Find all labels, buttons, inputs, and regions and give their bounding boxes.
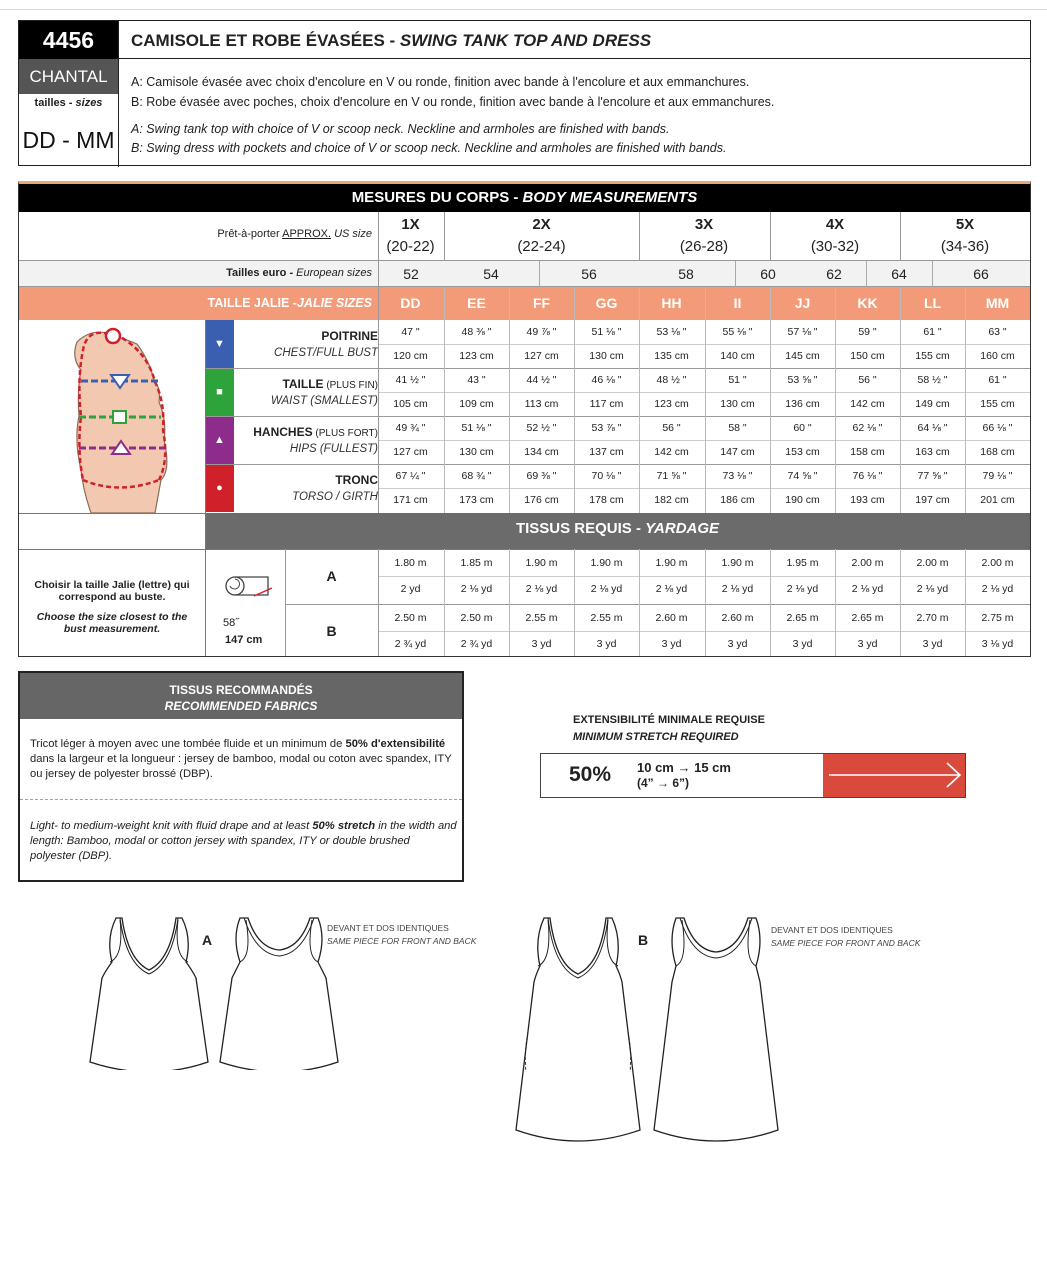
minimum-stretch-block (540, 712, 970, 802)
euro-size: 54 (483, 266, 499, 282)
measurement-inches: 53 ⅞ " (591, 422, 622, 434)
yardage-meters: 2.50 m (460, 612, 493, 624)
yardage-meters: 1.95 m (786, 557, 819, 569)
measurement-inches: 46 ⅛ " (591, 374, 622, 386)
euro-label: Tailles euro - European sizes (226, 267, 372, 279)
measurement-cm: 135 cm (654, 350, 689, 362)
pattern-title: CAMISOLE ET ROBE ÉVASÉES - SWING TANK TOP AND DRESS (119, 21, 1030, 59)
yardage-meters: 1.85 m (460, 557, 493, 569)
yardage-yards: 2 ⅛ yd (981, 583, 1014, 595)
us-size-range: (20-22) (386, 238, 435, 255)
yardage-yards: 2 ⅛ yd (786, 583, 819, 595)
measurement-inches: 51 ⅛ " (461, 422, 492, 434)
measurement-inches: 55 ⅛ " (722, 326, 753, 338)
yardage-meters: 2.75 m (981, 612, 1014, 624)
euro-size: 60 (760, 266, 776, 282)
measurement-symbol-icon: ▲ (205, 416, 234, 464)
measurement-inches: 70 ⅛ " (591, 470, 622, 482)
measurement-inches: 58 " (728, 422, 747, 434)
measurement-cm: 123 cm (459, 350, 494, 362)
measurement-inches: 51 ⅛ " (591, 326, 622, 338)
yardage-yards: 2 ⅛ yd (851, 583, 884, 595)
yardage-note-fr: Choisir la taille Jalie (lettre) qui correspond au buste. (34, 579, 190, 603)
measurement-cm: 113 cm (524, 398, 559, 410)
measurement-inches: 57 ⅛ " (787, 326, 818, 338)
measurement-inches: 60 " (793, 422, 812, 434)
yardage-yards: 3 ⅛ yd (981, 638, 1014, 650)
measurement-symbol-icon: ■ (205, 368, 234, 416)
fabrics-text-fr: Tricot léger à moyen avec une tombée fluide et un minimum de 50% d'extensibilité dans la largeur et la longueur : jersey de bamboo, modal ou coton avec spandex, ITY ou jersey de polyester brossé (DBP). (30, 738, 452, 780)
measurement-label-en: TORSO / GIRTH (292, 491, 378, 503)
recommended-fabrics-box (18, 671, 464, 882)
measurement-cm: 193 cm (850, 494, 885, 506)
euro-size: 56 (581, 266, 597, 282)
stretch-gauge (540, 753, 966, 798)
measurement-inches: 61 " (923, 326, 942, 338)
measurement-cm: 153 cm (785, 446, 820, 458)
yardage-title: TISSUS REQUIS - YARDAGE (515, 520, 720, 537)
measurement-inches: 73 ⅛ " (722, 470, 753, 482)
measurement-cm: 171 cm (393, 494, 428, 506)
tank-top-front-drawing (88, 912, 213, 1070)
yardage-yards: 2 ⅛ yd (590, 583, 623, 595)
yardage-meters: 2.00 m (916, 557, 949, 569)
measurement-cm: 150 cm (850, 350, 885, 362)
measurement-inches: 76 ⅛ " (852, 470, 883, 482)
jalie-size: MM (985, 295, 1010, 311)
yardage-meters: 1.90 m (721, 557, 754, 569)
measurement-cm: 130 cm (589, 350, 624, 362)
measurement-cm: 134 cm (524, 446, 559, 458)
jalie-size: HH (661, 295, 682, 311)
measurement-inches: 43 " (467, 374, 486, 386)
yardage-yards: 2 ¾ yd (394, 638, 427, 650)
yardage-yards: 2 ⅛ yd (525, 583, 558, 595)
measurement-cm: 186 cm (720, 494, 755, 506)
euro-size: 58 (678, 266, 694, 282)
measurement-inches: 61 " (988, 374, 1007, 386)
yardage-yards: 3 yd (661, 638, 682, 650)
yardage-meters: 2.70 m (916, 612, 949, 624)
measurement-cm: 155 cm (915, 350, 950, 362)
measurement-inches: 66 ⅛ " (982, 422, 1013, 434)
measurement-cm: 140 cm (720, 350, 755, 362)
us-size-range: (22-24) (517, 238, 566, 255)
jalie-size: EE (467, 295, 486, 311)
view-b-label: B (638, 932, 649, 948)
body-figure-illustration (19, 320, 205, 513)
measurement-inches: 49 ¾ " (395, 422, 426, 434)
yardage-yards: 3 yd (531, 638, 552, 650)
measurement-inches: 59 " (858, 326, 877, 338)
measurement-inches: 53 ⅛ " (656, 326, 687, 338)
stretch-arrow-bar (823, 754, 965, 797)
measurement-inches: 58 ½ " (917, 374, 948, 386)
measurement-cm: 142 cm (654, 446, 689, 458)
stretch-percent: 50% (569, 763, 612, 786)
measurement-inches: 56 " (858, 374, 877, 386)
us-size: 3X (694, 216, 714, 233)
us-size: 2X (532, 216, 551, 233)
yardage-meters: 2.50 m (394, 612, 427, 624)
view-a-note: DEVANT ET DOS IDENTIQUES SAME PIECE FOR FRONT AND BACK (327, 923, 477, 946)
measurement-cm: 197 cm (915, 494, 950, 506)
jalie-size: FF (532, 295, 551, 311)
euro-size: 64 (891, 266, 907, 282)
yardage-yards: 2 yd (400, 583, 421, 595)
jalie-size: JJ (794, 295, 811, 311)
description-en-b: B: Swing dress with pockets and choice of V or scoop neck. Neckline and armholes are finished with bands. (131, 141, 727, 155)
body-measurements-table (18, 181, 1031, 657)
measurement-cm: 158 cm (850, 446, 885, 458)
euro-size: 62 (826, 266, 842, 282)
yardage-yards: 3 yd (596, 638, 617, 650)
measurement-inches: 49 ⅞ " (526, 326, 557, 338)
recommended-fabrics-title: TISSUS RECOMMANDÉS RECOMMENDED FABRICS (20, 673, 462, 719)
jalie-label: TAILLE JALIE -JALIE SIZES (207, 296, 372, 310)
measurement-cm: 123 cm (654, 398, 689, 410)
measurement-inches: 47 " (401, 326, 420, 338)
yardage-meters: 2.55 m (525, 612, 558, 624)
measurement-inches: 67 ¼ " (395, 470, 426, 482)
dress-back-drawing (650, 912, 782, 1142)
measurement-cm: 160 cm (980, 350, 1015, 362)
yardage-yards: 3 yd (727, 638, 748, 650)
measurement-inches: 48 ⅜ " (461, 326, 492, 338)
measurement-cm: 117 cm (589, 398, 624, 410)
yardage-meters: 2.65 m (851, 612, 884, 624)
measurement-inches: 48 ½ " (656, 374, 687, 386)
measurement-cm: 136 cm (785, 398, 820, 410)
measurement-inches: 68 ¾ " (461, 470, 492, 482)
jalie-size: II (733, 295, 742, 311)
measurement-cm: 176 cm (524, 494, 559, 506)
yardage-yards: 2 ¾ yd (460, 638, 493, 650)
us-size-range: (34-36) (940, 238, 990, 255)
euro-size: 52 (403, 266, 419, 282)
measurement-symbol-icon: ● (205, 464, 234, 512)
measurement-inches: 62 ⅛ " (852, 422, 883, 434)
measurement-cm: 130 cm (720, 398, 755, 410)
yardage-yards: 3 yd (922, 638, 943, 650)
measurement-cm: 178 cm (589, 494, 624, 506)
yardage-meters: 1.90 m (590, 557, 623, 569)
measurement-cm: 173 cm (459, 494, 494, 506)
us-size-range: (26-28) (679, 238, 729, 255)
measurement-inches: 79 ⅛ " (982, 470, 1013, 482)
description-fr-a: A: Camisole évasée avec choix d'encolure en V ou ronde, finition avec bande à l'encolure et aux emmanchures. (131, 75, 750, 89)
measurement-cm: 168 cm (980, 446, 1015, 458)
measurement-label-en: WAIST (SMALLEST) (270, 395, 378, 407)
tank-top-back-drawing (218, 912, 340, 1070)
yardage-yards: 3 yd (857, 638, 878, 650)
measurement-inches: 69 ⅜ " (526, 470, 557, 482)
yardage-note-en: Choose the size closest to the bust measurement. (36, 611, 188, 635)
measurement-cm: 120 cm (393, 350, 428, 362)
measurement-inches: 52 ½ " (526, 422, 557, 434)
yardage-yards: 2 ⅛ yd (460, 583, 493, 595)
yardage-meters: 2.60 m (721, 612, 754, 624)
measurement-cm: 127 cm (393, 446, 428, 458)
measurement-inches: 44 ½ " (526, 374, 557, 386)
yardage-meters: 1.80 m (394, 557, 427, 569)
view-b-note: DEVANT ET DOS IDENTIQUES SAME PIECE FOR FRONT AND BACK (771, 925, 921, 948)
yardage-view-label: B (326, 623, 337, 639)
measurement-cm: 163 cm (915, 446, 950, 458)
measurement-cm: 201 cm (980, 494, 1015, 506)
measurement-cm: 145 cm (785, 350, 820, 362)
yardage-meters: 1.90 m (525, 557, 558, 569)
measurement-inches: 41 ½ " (395, 374, 426, 386)
us-size: 1X (401, 216, 420, 233)
yardage-yards: 3 yd (792, 638, 813, 650)
jalie-size: KK (857, 295, 878, 311)
yardage-view-label: A (326, 568, 337, 584)
jalie-size: LL (923, 295, 942, 311)
measurement-cm: 105 cm (393, 398, 428, 410)
measurement-inches: 71 ⅝ " (656, 470, 687, 482)
measurement-cm: 137 cm (589, 446, 624, 458)
us-size: 5X (955, 216, 975, 233)
measurement-label-fr: HANCHES (PLUS FORT) (253, 425, 378, 439)
yardage-meters: 2.55 m (590, 612, 623, 624)
yardage-meters: 2.60 m (655, 612, 688, 624)
pattern-header (18, 20, 1031, 166)
fabric-width-cm: 147 cm (225, 634, 263, 646)
measurement-cm: 127 cm (524, 350, 559, 362)
sizes-caption: tailles - sizes (34, 97, 103, 109)
description-en-a: A: Swing tank top with choice of V or scoop neck. Neckline and armholes are finished with bands. (131, 122, 670, 136)
measurement-label-en: HIPS (FULLEST) (289, 443, 378, 455)
measurement-inches: 64 ⅛ " (917, 422, 948, 434)
euro-size: 66 (973, 266, 989, 282)
yardage-meters: 2.00 m (851, 557, 884, 569)
yardage-meters: 2.00 m (981, 557, 1014, 569)
measurement-cm: 109 cm (459, 398, 494, 410)
measurement-label-en: CHEST/FULL BUST (274, 347, 378, 359)
technical-drawings (0, 900, 1047, 1170)
jalie-size: GG (595, 295, 618, 311)
us-size-range: (30-32) (810, 238, 860, 255)
measurement-symbol-icon: ▼ (205, 320, 234, 368)
arrow-right-icon (823, 754, 965, 797)
measurement-cm: 147 cm (720, 446, 755, 458)
measurement-inches: 56 " (662, 422, 681, 434)
yardage-yards: 2 ⅛ yd (655, 583, 688, 595)
yardage-yards: 2 ⅛ yd (721, 583, 754, 595)
measurement-inches: 51 " (728, 374, 747, 386)
measurement-cm: 190 cm (785, 494, 820, 506)
yardage-meters: 2.65 m (786, 612, 819, 624)
measurement-cm: 130 cm (459, 446, 494, 458)
jalie-size: DD (400, 295, 421, 311)
size-range: DD - MM (22, 127, 115, 153)
view-a-label: A (202, 932, 213, 948)
rtw-label: Prêt-à-porter APPROX. US size (217, 228, 372, 240)
measurement-label-fr: TRONC (335, 473, 378, 487)
measurement-cm: 149 cm (915, 398, 950, 410)
fabric-roll-icon (224, 574, 276, 598)
body-measurements-title: MESURES DU CORPS - BODY MEASUREMENTS (19, 184, 1030, 212)
pattern-number: 4456 (19, 21, 118, 59)
measurement-label-fr: POITRINE (321, 329, 378, 343)
measurement-cm: 155 cm (980, 398, 1015, 410)
yardage-meters: 1.90 m (655, 557, 688, 569)
stretch-cm: 10 cm → 15 cm (637, 760, 731, 775)
fabrics-text-en: Light- to medium-weight knit with fluid drape and at least 50% stretch in the width and length: Bamboo, modal or cotton jersey with spandex, ITY or double brushed polyester (DBP). (30, 820, 457, 862)
description-fr-b: B: Robe évasée avec poches, choix d'encolure en V ou ronde, finition avec bande à l'encolure et aux emmanchures. (131, 95, 775, 109)
measurement-inches: 77 ⅝ " (917, 470, 948, 482)
measurement-cm: 182 cm (654, 494, 689, 506)
yardage-yards: 2 ⅛ yd (916, 583, 949, 595)
dress-front-drawing (512, 912, 644, 1142)
us-size: 4X (825, 216, 845, 233)
stretch-inches: (4” → 6”) (637, 776, 690, 790)
measurement-inches: 53 ⅝ " (787, 374, 818, 386)
pattern-name: CHANTAL (19, 59, 118, 94)
measurement-inches: 63 " (988, 326, 1007, 338)
measurement-cm: 142 cm (850, 398, 885, 410)
measurement-label-fr: TAILLE (PLUS FIN) (282, 377, 378, 391)
measurement-inches: 74 ⅝ " (787, 470, 818, 482)
stretch-title-en: MINIMUM STRETCH REQUIRED (573, 731, 739, 743)
fabric-width-in: 58˝ (223, 617, 239, 629)
stretch-title-fr: EXTENSIBILITÉ MINIMALE REQUISE (573, 714, 765, 726)
